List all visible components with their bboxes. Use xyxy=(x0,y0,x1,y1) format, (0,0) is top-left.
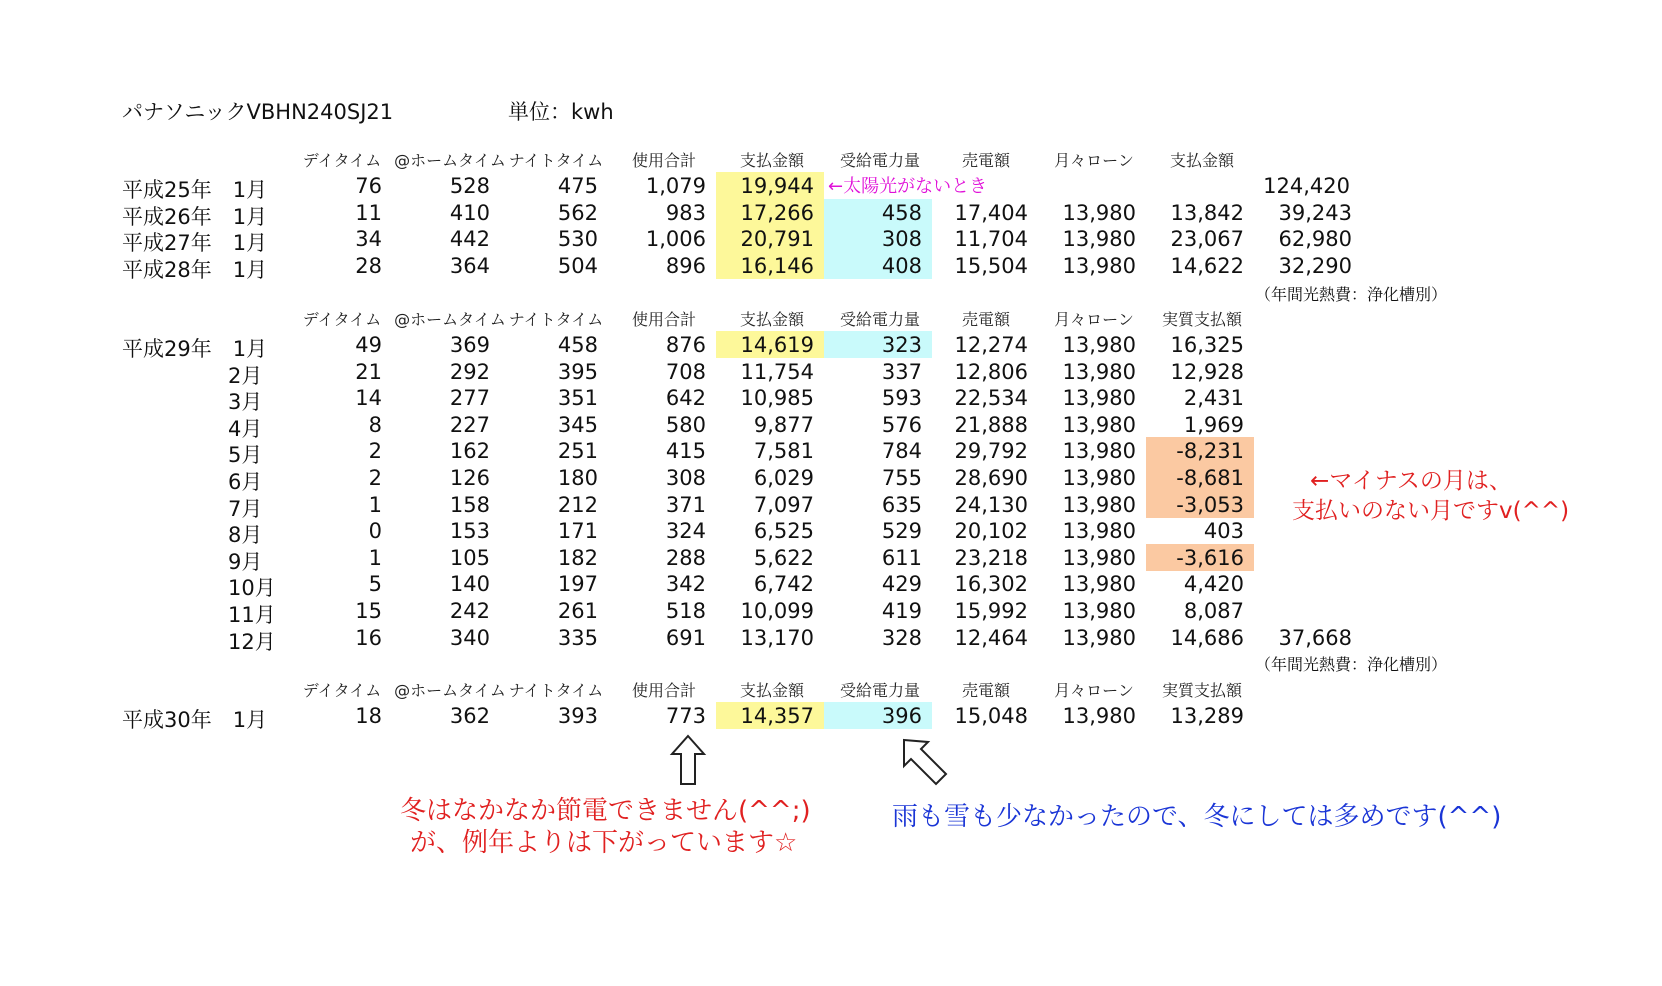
s2-row-4-cell-2: 251 xyxy=(557,439,598,464)
s2-row-label-5: 6月 xyxy=(228,470,263,494)
s3-row-0-cell-2: 393 xyxy=(557,704,598,728)
s1-header-4: 支払金額 xyxy=(739,151,804,170)
s3-row-0-cell-6: 15,048 xyxy=(954,704,1028,728)
s1-row-0-cell-0: 76 xyxy=(355,174,382,198)
s2-row-10-cell-3: 518 xyxy=(665,599,706,623)
s2-row-0-cell-2: 458 xyxy=(557,333,598,357)
s1-row-2-cell-9: 62,980 xyxy=(1278,227,1352,251)
s2-row-11-cell-8: 14,686 xyxy=(1170,625,1244,650)
s2-row-1-cell-6: 12,806 xyxy=(954,359,1028,384)
s2-row-9-cell-1: 140 xyxy=(449,572,490,597)
s2-row-8-cell-2: 182 xyxy=(557,545,598,570)
s2-row-0-cell-3: 876 xyxy=(665,333,706,357)
s2-row-7-cell-6: 20,102 xyxy=(954,519,1028,544)
s2-row-3-cell-7: 13,980 xyxy=(1062,412,1136,437)
s2-row-11-cell-9: 37,668 xyxy=(1278,625,1352,650)
s2-row-1-cell-8: 12,928 xyxy=(1170,359,1244,384)
s2-row-5-cell-5: 755 xyxy=(881,466,922,490)
s2-row-3-cell-3: 580 xyxy=(665,412,706,437)
s2-row-5-cell-1: 126 xyxy=(449,466,490,490)
winter-note-line1: 冬はなかなか節電できません(^^;) xyxy=(400,796,811,826)
s2-row-8-cell-6: 23,218 xyxy=(954,545,1028,570)
s2-row-3-cell-2: 345 xyxy=(557,412,598,437)
s2-row-0-cell-4: 14,619 xyxy=(740,333,814,357)
s2-row-6-cell-0: 1 xyxy=(368,492,382,517)
s3-header-4: 支払金額 xyxy=(739,681,804,700)
s2-row-6-cell-4: 7,097 xyxy=(753,492,814,517)
s3-row-0-cell-8: 13,289 xyxy=(1170,704,1244,728)
s1-row-0-cell-4: 19,944 xyxy=(740,174,814,198)
s2-row-1-cell-3: 708 xyxy=(665,359,706,384)
s2-header-6: 売電額 xyxy=(961,310,1010,329)
s2-row-8-cell-8: -3,616 xyxy=(1176,545,1244,570)
s2-row-3-cell-8: 1,969 xyxy=(1183,412,1244,437)
s2-row-8-cell-1: 105 xyxy=(449,545,490,570)
s2-header-2: ナイトタイム xyxy=(508,310,604,329)
s2-row-1-cell-1: 292 xyxy=(449,359,490,384)
annual-note-1: （年間光熱費：浄化槽別） xyxy=(1255,285,1448,304)
s2-row-11-cell-3: 691 xyxy=(665,625,706,650)
s2-row-3-cell-1: 227 xyxy=(449,412,490,437)
s1-row-3-cell-5: 408 xyxy=(881,253,922,278)
s1-row-1-cell-0: 11 xyxy=(355,200,382,225)
s3-row-0-cell-4: 14,357 xyxy=(740,704,814,728)
s1-header-2: ナイトタイム xyxy=(508,151,604,170)
s2-row-4-cell-3: 415 xyxy=(665,439,706,464)
s2-row-10-cell-8: 8,087 xyxy=(1183,599,1244,623)
s2-row-1-cell-7: 13,980 xyxy=(1062,359,1136,384)
s1-header-0: デイタイム xyxy=(302,151,382,170)
s2-row-10-cell-5: 419 xyxy=(881,599,922,623)
s2-row-5-cell-0: 2 xyxy=(368,466,382,490)
s3-row-0-cell-3: 773 xyxy=(665,704,706,728)
s2-row-11-cell-1: 340 xyxy=(449,625,490,650)
minus-note-line2: 支払いのない月ですv(^^) xyxy=(1292,498,1570,524)
s2-row-0-cell-8: 16,325 xyxy=(1170,333,1244,357)
s3-header-7: 月々ローン xyxy=(1054,681,1134,700)
s1-row-0-cell-3: 1,079 xyxy=(645,174,706,198)
s1-row-3-cell-0: 28 xyxy=(355,253,382,278)
s3-header-0: デイタイム xyxy=(302,681,382,700)
s2-row-7-cell-3: 324 xyxy=(665,519,706,544)
s3-row-0-cell-5: 396 xyxy=(881,704,922,728)
s3-header-6: 売電額 xyxy=(961,681,1010,700)
s2-row-4-cell-5: 784 xyxy=(881,439,922,464)
s1-row-2-cell-8: 23,067 xyxy=(1170,227,1244,251)
s2-row-4-cell-4: 7,581 xyxy=(753,439,814,464)
s3-header-5: 受給電力量 xyxy=(839,681,920,700)
s2-row-7-cell-5: 529 xyxy=(881,519,922,544)
s2-row-label-11: 12月 xyxy=(228,629,276,654)
s2-row-11-cell-4: 13,170 xyxy=(740,625,814,650)
s1-row-1-cell-6: 17,404 xyxy=(954,200,1028,225)
s1-row-1-cell-1: 410 xyxy=(449,200,490,225)
s3-row-0-cell-0: 18 xyxy=(355,704,382,728)
s1-row-2-cell-3: 1,006 xyxy=(645,227,706,251)
s1-row-3-cell-1: 364 xyxy=(449,253,490,278)
s2-row-1-cell-0: 21 xyxy=(355,359,382,384)
s1-row-label-2: 平成27年 1月 xyxy=(122,231,268,255)
model-title: パナソニックVBHN240SJ21 xyxy=(122,100,394,124)
minus-note-line1: ←マイナスの月は、 xyxy=(1310,468,1512,494)
s2-row-2-cell-1: 277 xyxy=(449,386,490,411)
s3-header-1: @ホームタイム xyxy=(394,681,506,700)
s2-row-2-cell-8: 2,431 xyxy=(1183,386,1244,411)
s2-row-7-cell-7: 13,980 xyxy=(1062,519,1136,544)
s2-row-3-cell-0: 8 xyxy=(368,412,382,437)
s2-row-10-cell-4: 10,099 xyxy=(740,599,814,623)
s2-row-4-cell-7: 13,980 xyxy=(1062,439,1136,464)
s2-row-label-9: 10月 xyxy=(228,576,276,601)
unit-label: 単位：kwh xyxy=(508,100,614,124)
s2-row-label-6: 7月 xyxy=(228,496,263,521)
s1-row-2-cell-7: 13,980 xyxy=(1062,227,1136,251)
s1-row-1-cell-4: 17,266 xyxy=(740,200,814,225)
s2-row-4-cell-8: -8,231 xyxy=(1176,439,1244,464)
s2-row-8-cell-4: 5,622 xyxy=(753,545,814,570)
s3-row-0-cell-1: 362 xyxy=(449,704,490,728)
s3-header-8: 実質支払額 xyxy=(1161,681,1242,700)
s2-row-5-cell-2: 180 xyxy=(557,466,598,490)
s2-row-5-cell-6: 28,690 xyxy=(954,466,1028,490)
total-2013: 124,420 xyxy=(1263,174,1350,198)
s2-row-label-7: 8月 xyxy=(228,523,263,548)
s2-row-5-cell-8: -8,681 xyxy=(1176,466,1244,490)
s1-row-1-cell-3: 983 xyxy=(665,200,706,225)
s2-row-9-cell-3: 342 xyxy=(665,572,706,597)
s1-row-3-cell-4: 16,146 xyxy=(740,253,814,278)
s1-header-1: @ホームタイム xyxy=(394,151,506,170)
s2-row-2-cell-2: 351 xyxy=(557,386,598,411)
s1-row-3-cell-8: 14,622 xyxy=(1170,253,1244,278)
s2-row-10-cell-0: 15 xyxy=(355,599,382,623)
s2-row-11-cell-7: 13,980 xyxy=(1062,625,1136,650)
s2-row-7-cell-2: 171 xyxy=(557,519,598,544)
s2-row-7-cell-4: 6,525 xyxy=(753,519,814,544)
s2-row-11-cell-2: 335 xyxy=(557,625,598,650)
s1-header-5: 受給電力量 xyxy=(839,151,920,170)
s1-row-0-cell-2: 475 xyxy=(557,174,598,198)
s2-row-10-cell-2: 261 xyxy=(557,599,598,623)
s2-row-5-cell-4: 6,029 xyxy=(753,466,814,490)
s1-row-3-cell-7: 13,980 xyxy=(1062,253,1136,278)
s1-row-2-cell-4: 20,791 xyxy=(740,227,814,251)
s2-row-6-cell-3: 371 xyxy=(665,492,706,517)
s2-row-9-cell-7: 13,980 xyxy=(1062,572,1136,597)
s2-row-8-cell-5: 611 xyxy=(881,545,922,570)
s3-header-3: 使用合計 xyxy=(631,681,696,700)
s2-row-1-cell-5: 337 xyxy=(881,359,922,384)
s2-row-0-cell-6: 12,274 xyxy=(954,333,1028,357)
s2-row-0-cell-0: 49 xyxy=(355,333,382,357)
s2-row-1-cell-4: 11,754 xyxy=(740,359,814,384)
diagonal-arrow-icon xyxy=(900,736,952,786)
s2-row-6-cell-5: 635 xyxy=(881,492,922,517)
s2-header-8: 実質支払額 xyxy=(1161,310,1242,329)
s1-header-3: 使用合計 xyxy=(631,151,696,170)
s1-row-0-cell-1: 528 xyxy=(449,174,490,198)
s2-row-0-cell-5: 323 xyxy=(881,333,922,357)
s2-row-0-cell-1: 369 xyxy=(449,333,490,357)
s2-row-3-cell-6: 21,888 xyxy=(954,412,1028,437)
s2-row-9-cell-8: 4,420 xyxy=(1183,572,1244,597)
s2-row-10-cell-6: 15,992 xyxy=(954,599,1028,623)
snow-note: 雨も雪も少なかったので、冬にしては多めです(^^) xyxy=(892,802,1502,832)
s2-row-9-cell-0: 5 xyxy=(368,572,382,597)
s2-row-6-cell-2: 212 xyxy=(557,492,598,517)
s2-row-label-0: 平成29年 1月 xyxy=(122,337,268,361)
s2-row-9-cell-5: 429 xyxy=(881,572,922,597)
s2-row-2-cell-0: 14 xyxy=(355,386,382,411)
s1-row-label-1: 平成26年 1月 xyxy=(122,204,268,229)
s1-row-2-cell-6: 11,704 xyxy=(954,227,1028,251)
s1-row-1-cell-8: 13,842 xyxy=(1170,200,1244,225)
winter-note-line2: が、例年よりは下がっています☆ xyxy=(410,828,798,858)
s2-row-9-cell-2: 197 xyxy=(557,572,598,597)
s1-row-2-cell-5: 308 xyxy=(881,227,922,251)
s2-row-5-cell-3: 308 xyxy=(665,466,706,490)
s1-row-3-cell-9: 32,290 xyxy=(1278,253,1352,278)
s1-header-6: 売電額 xyxy=(961,151,1010,170)
s2-row-2-cell-3: 642 xyxy=(665,386,706,411)
s2-row-1-cell-2: 395 xyxy=(557,359,598,384)
s2-header-5: 受給電力量 xyxy=(839,310,920,329)
s1-row-3-cell-2: 504 xyxy=(557,253,598,278)
s2-row-3-cell-5: 576 xyxy=(881,412,922,437)
s2-row-9-cell-4: 6,742 xyxy=(753,572,814,597)
s2-row-7-cell-8: 403 xyxy=(1203,519,1244,544)
s2-row-5-cell-7: 13,980 xyxy=(1062,466,1136,490)
s2-row-2-cell-6: 22,534 xyxy=(954,386,1028,411)
s2-row-11-cell-5: 328 xyxy=(881,625,922,650)
s2-row-label-1: 2月 xyxy=(228,363,263,388)
s2-row-10-cell-7: 13,980 xyxy=(1062,599,1136,623)
up-arrow-icon xyxy=(668,734,708,786)
s1-row-label-3: 平成28年 1月 xyxy=(122,257,268,282)
s2-row-6-cell-7: 13,980 xyxy=(1062,492,1136,517)
s2-row-label-10: 11月 xyxy=(228,603,276,627)
s2-row-4-cell-0: 2 xyxy=(368,439,382,464)
s1-row-1-cell-5: 458 xyxy=(881,200,922,225)
s2-header-4: 支払金額 xyxy=(739,310,804,329)
s2-row-11-cell-6: 12,464 xyxy=(954,625,1028,650)
s2-row-4-cell-6: 29,792 xyxy=(954,439,1028,464)
s1-row-1-cell-9: 39,243 xyxy=(1278,200,1352,225)
s2-row-8-cell-0: 1 xyxy=(368,545,382,570)
s2-header-7: 月々ローン xyxy=(1054,310,1134,329)
s2-row-2-cell-5: 593 xyxy=(881,386,922,411)
s2-row-6-cell-1: 158 xyxy=(449,492,490,517)
s2-header-3: 使用合計 xyxy=(631,310,696,329)
s2-row-8-cell-3: 288 xyxy=(665,545,706,570)
s3-row-0-cell-7: 13,980 xyxy=(1062,704,1136,728)
s2-row-11-cell-0: 16 xyxy=(355,625,382,650)
s1-row-3-cell-6: 15,504 xyxy=(954,253,1028,278)
s1-header-7: 月々ローン xyxy=(1054,151,1134,170)
s2-row-4-cell-1: 162 xyxy=(449,439,490,464)
s2-row-0-cell-7: 13,980 xyxy=(1062,333,1136,357)
s2-row-3-cell-4: 9,877 xyxy=(753,412,814,437)
s2-row-2-cell-4: 10,985 xyxy=(740,386,814,411)
s1-header-8: 支払金額 xyxy=(1169,151,1234,170)
s3-header-2: ナイトタイム xyxy=(508,681,604,700)
s1-row-label-0: 平成25年 1月 xyxy=(122,178,268,202)
s2-row-label-3: 4月 xyxy=(228,416,263,441)
s2-row-label-4: 5月 xyxy=(228,443,263,468)
s1-row-2-cell-1: 442 xyxy=(449,227,490,251)
s2-row-7-cell-1: 153 xyxy=(449,519,490,544)
s2-row-6-cell-6: 24,130 xyxy=(954,492,1028,517)
s2-row-8-cell-7: 13,980 xyxy=(1062,545,1136,570)
s1-row-2-cell-0: 34 xyxy=(355,227,382,251)
s2-row-10-cell-1: 242 xyxy=(449,599,490,623)
s1-row-3-cell-3: 896 xyxy=(665,253,706,278)
s1-row-1-cell-7: 13,980 xyxy=(1062,200,1136,225)
s2-row-9-cell-6: 16,302 xyxy=(954,572,1028,597)
s2-row-label-8: 9月 xyxy=(228,549,263,574)
s2-header-0: デイタイム xyxy=(302,310,382,329)
s2-header-1: @ホームタイム xyxy=(394,310,506,329)
s2-row-6-cell-8: -3,053 xyxy=(1176,492,1244,517)
no-solar-note: ←太陽光がないとき xyxy=(828,176,988,197)
s2-row-2-cell-7: 13,980 xyxy=(1062,386,1136,411)
s2-row-7-cell-0: 0 xyxy=(368,519,382,544)
s2-row-label-2: 3月 xyxy=(228,390,263,415)
s1-row-2-cell-2: 530 xyxy=(557,227,598,251)
annual-note-2: （年間光熱費：浄化槽別） xyxy=(1255,655,1448,674)
s1-row-1-cell-2: 562 xyxy=(557,200,598,225)
s3-row-label-0: 平成30年 1月 xyxy=(122,708,268,732)
